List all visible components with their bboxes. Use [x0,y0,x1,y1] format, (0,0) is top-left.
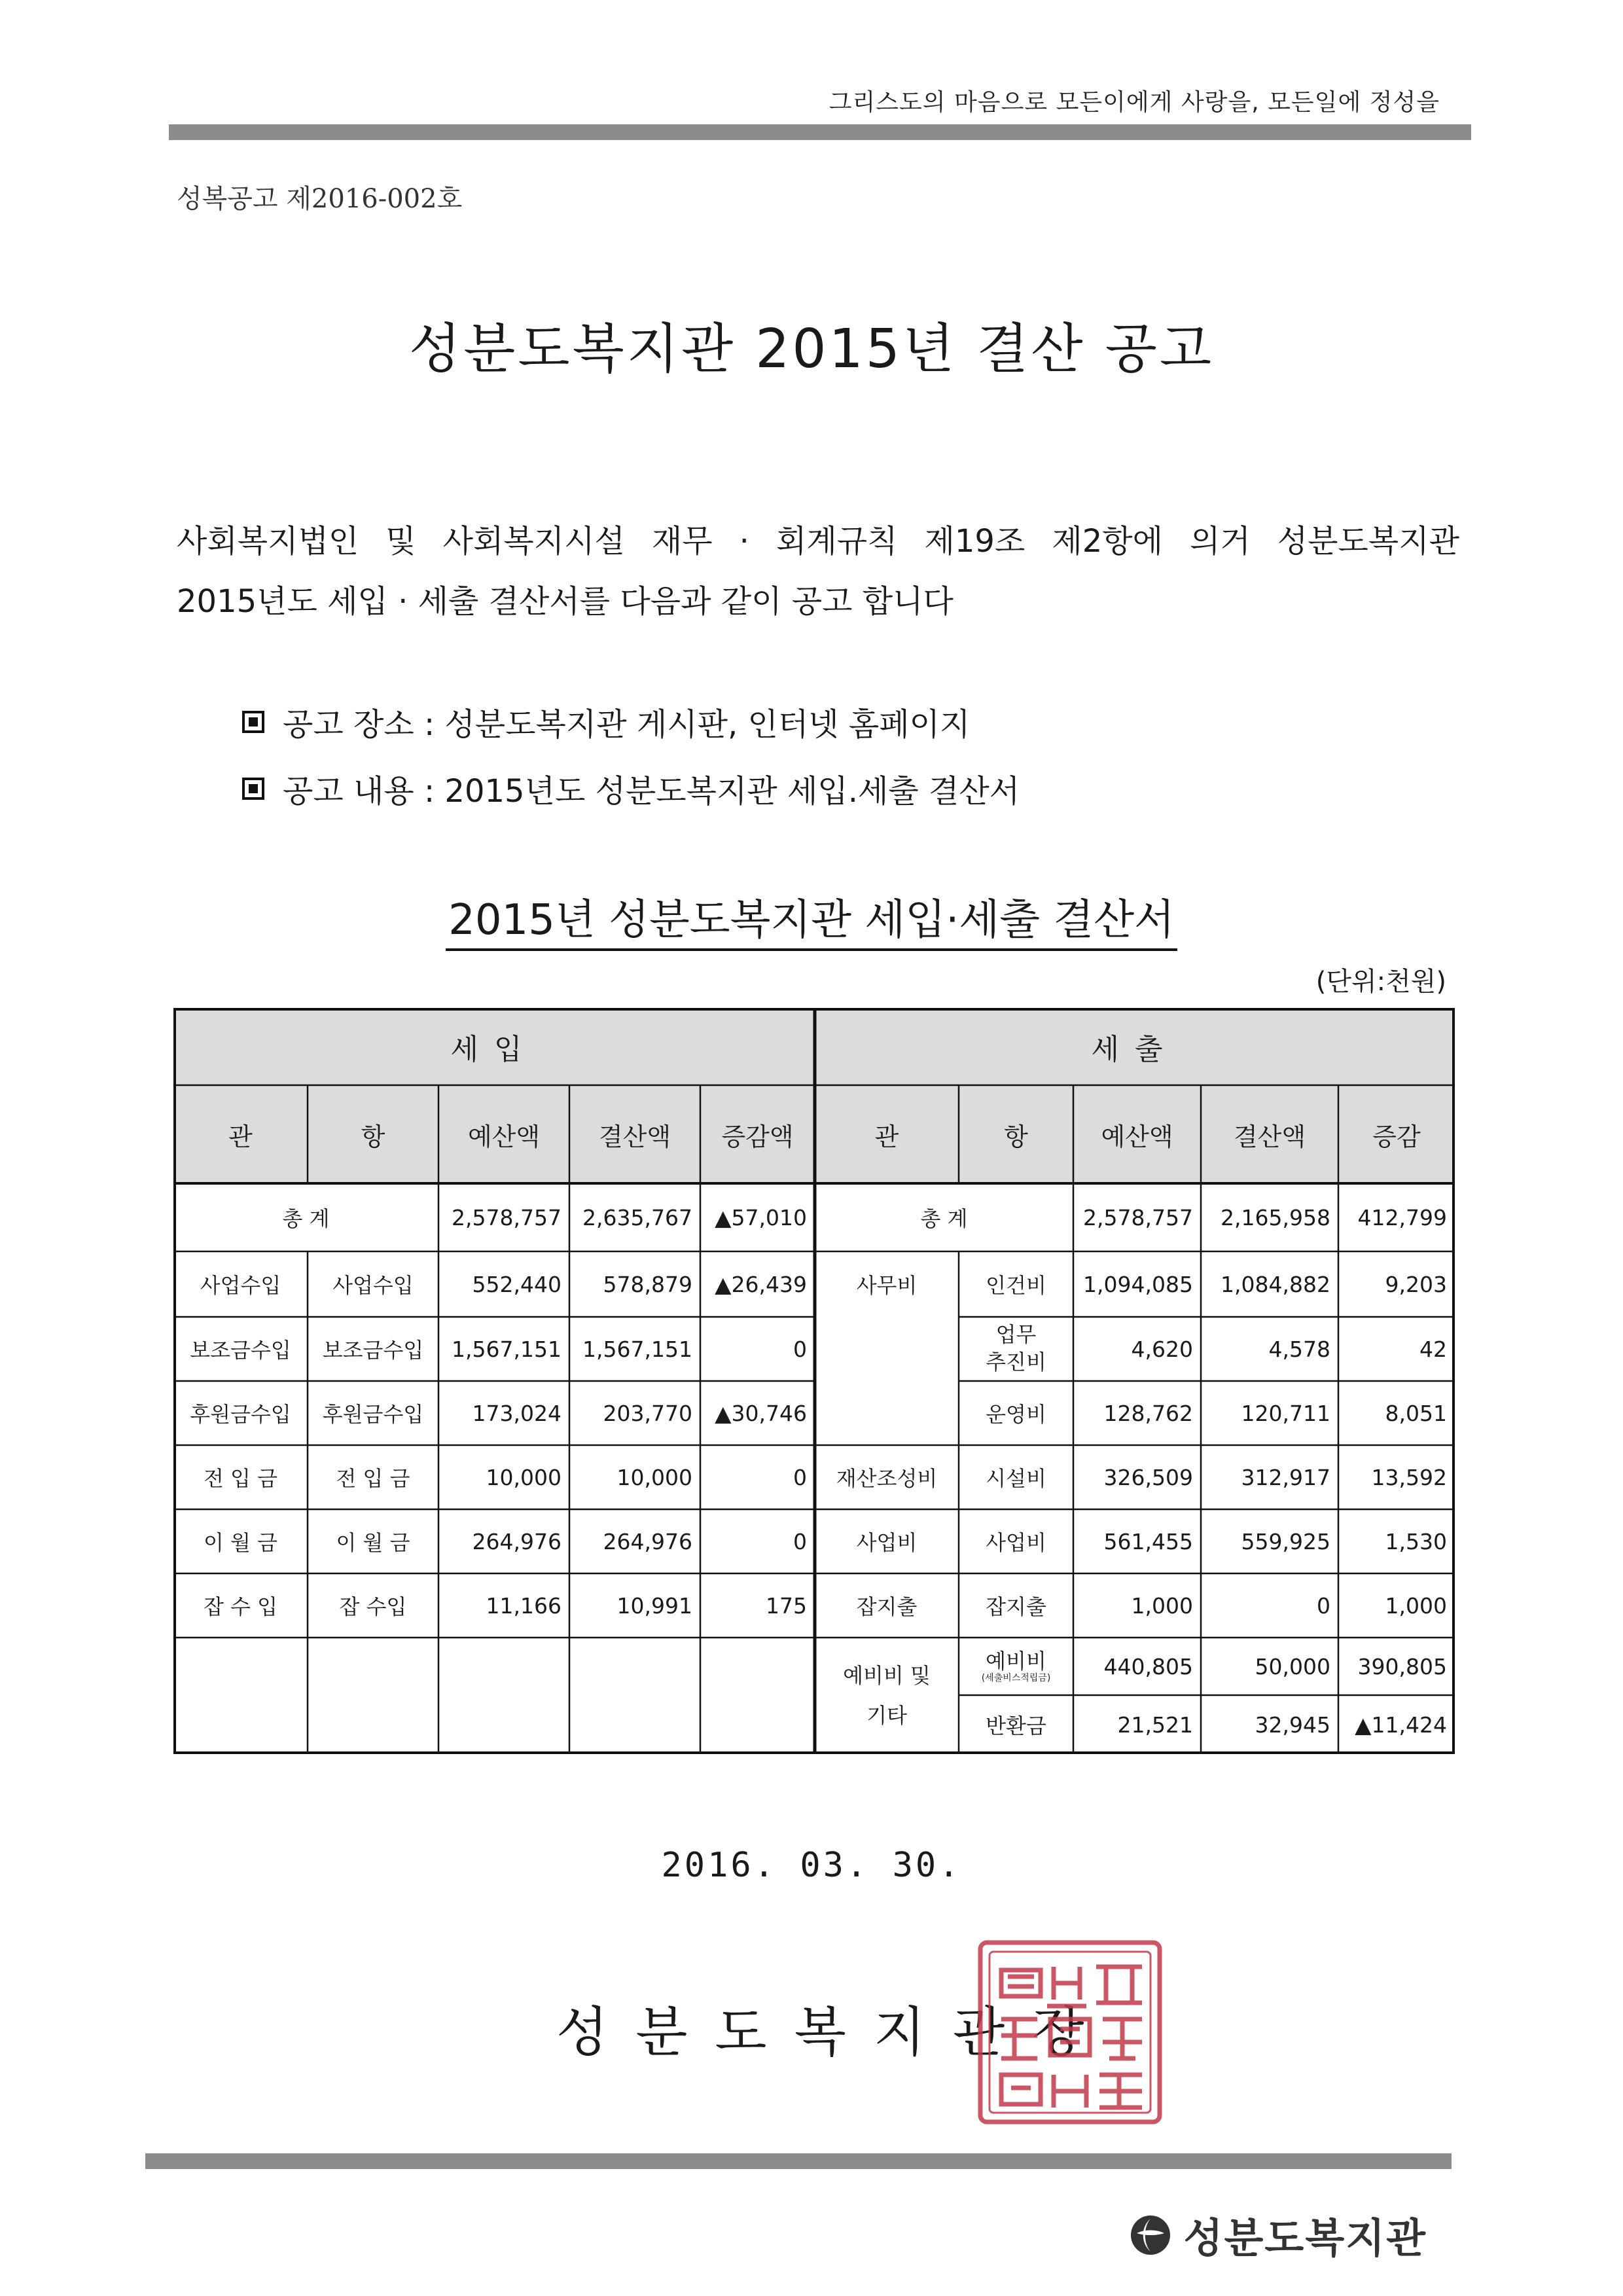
expense-row-settled: 559,925 [1241,1528,1330,1554]
expense-row-settled: 120,711 [1241,1400,1330,1426]
expense-row-diff: 8,051 [1385,1400,1447,1426]
table-title-text: 2015년 성분도복지관 세입·세출 결산서 [446,896,1177,951]
footer-logo [1129,2206,1427,2264]
footer-org-name: 성분도복지관 [1183,2214,1427,2262]
notice-number: 성복공고 제2016-002호 [177,184,463,214]
revenue-row-settled: 203,770 [603,1400,692,1426]
bullet-notice-content [242,766,1020,811]
col-header-settled: 결산액 [598,1122,671,1151]
expense-group-yebi-line1: 예비비 및 [843,1663,931,1689]
expense-group-jaesan: 재산조성비 [836,1466,938,1491]
revenue-row-diff: ▲26,439 [715,1271,807,1297]
expense-row-hang: 시설비 [986,1466,1046,1491]
expense-row-budget: 21,521 [1117,1712,1193,1738]
intro-paragraph-line-1: 사회복지법인 및 사회복지시설 재무 · 회계규칙 제19조 제2항에 의거 성분도복지관 [177,523,1459,560]
expense-row-hang-sub: (세출비스적립금) [981,1673,1051,1684]
revenue-row-hang: 잡 수입 [339,1594,407,1619]
revenue-row-settled: 578,879 [603,1271,692,1297]
expense-row-hang-main: 예비비 [986,1648,1046,1674]
col-header-settled: 결산액 [1233,1122,1306,1151]
revenue-row-gwan: 보조금수입 [190,1338,291,1363]
expense-row-diff: ▲11,424 [1355,1712,1447,1738]
expense-row-budget: 4,620 [1131,1336,1193,1362]
revenue-header: 세입 [450,1033,538,1066]
expense-row-settled: 0 [1317,1592,1330,1619]
square-bullet-icon [242,711,264,733]
expense-group-samubi: 사무비 [856,1273,918,1298]
expense-row-budget: 440,805 [1103,1653,1193,1679]
expense-row-diff: 42 [1419,1336,1447,1362]
table-unit-label: (단위:천원) [1315,967,1446,997]
expense-row-diff: 13,592 [1371,1464,1447,1490]
top-divider-bar [169,124,1471,140]
expense-row-hang [959,1638,1073,1695]
expense-row-budget: 128,762 [1103,1400,1193,1426]
revenue-total-label: 총 계 [282,1206,330,1231]
revenue-row-hang: 후원금수입 [322,1402,424,1427]
col-header-hang: 항 [1004,1122,1028,1151]
official-seal-stamp-icon [975,1937,1165,2127]
expense-row-diff: 1,530 [1385,1528,1447,1554]
table-title [0,886,1623,946]
col-header-budget: 예산액 [467,1122,541,1151]
revenue-row-budget: 173,024 [472,1400,562,1426]
revenue-row-diff: 0 [793,1528,807,1554]
expense-row-hang-line1: 업무 [995,1322,1037,1348]
revenue-row-diff: ▲30,746 [715,1400,807,1426]
bottom-divider-bar [145,2153,1452,2169]
revenue-row-gwan: 전 입 금 [203,1466,278,1491]
revenue-row-hang: 이 월 금 [336,1530,410,1555]
expense-row-hang-line2: 추진비 [986,1350,1046,1374]
expense-row-hang: 인건비 [986,1273,1046,1298]
revenue-row-gwan: 사업수입 [200,1273,281,1298]
revenue-row-settled: 264,976 [603,1528,692,1554]
expense-row-budget: 561,455 [1103,1528,1193,1554]
revenue-row-settled: 10,000 [616,1464,692,1490]
revenue-row-gwan: 이 월 금 [203,1530,278,1555]
bullet-notice-place [242,699,970,744]
col-header-diff: 증감액 [721,1122,794,1151]
revenue-row-hang: 전 입 금 [336,1466,410,1491]
expense-row-settled: 4,578 [1268,1336,1330,1362]
col-header-hang: 항 [361,1122,385,1151]
intro-paragraph-line-2: 2015년도 세입 · 세출 결산서를 다음과 같이 공고 합니다 [177,583,954,620]
revenue-row-settled: 1,567,151 [582,1336,692,1362]
director-signature: 성분도복지관장 [556,2001,1112,2064]
revenue-row-budget: 264,976 [472,1528,562,1554]
col-header-diff: 증감 [1372,1122,1421,1151]
expense-row-diff: 390,805 [1357,1653,1447,1679]
revenue-row-diff: 0 [793,1336,807,1362]
header-motto: 그리스도의 마음으로 모든이에게 사랑을, 모든일에 정성을 [829,89,1440,116]
expense-group-yebi [815,1638,959,1754]
organization-logo-icon [1129,2214,1172,2257]
revenue-row-hang: 사업수입 [332,1273,414,1298]
revenue-total-budget: 2,578,757 [452,1204,562,1230]
page-title: 성분도복지관 2015년 결산 공고 [408,318,1215,380]
expense-row-hang: 반환금 [986,1713,1046,1738]
square-bullet-icon [242,778,264,800]
revenue-row-budget: 11,166 [486,1592,562,1619]
expense-row-hang: 잡지출 [986,1594,1046,1619]
expense-row-hang: 운영비 [986,1402,1046,1427]
expense-group-saeop: 사업비 [856,1530,918,1555]
revenue-row-hang: 보조금수입 [322,1338,424,1363]
expense-row-hang: 사업비 [986,1530,1046,1555]
notice-date: 2016. 03. 30. [661,1846,962,1885]
settlement-table [173,1008,1455,1754]
expense-row-settled: 312,917 [1241,1464,1330,1490]
expense-row-diff: 1,000 [1385,1592,1447,1619]
expense-group-yebi-line2: 기타 [866,1703,907,1728]
revenue-row-gwan: 후원금수입 [190,1402,291,1427]
expense-total-label: 총 계 [920,1206,968,1231]
expense-row-settled: 32,945 [1255,1712,1330,1738]
revenue-row-diff: 175 [766,1592,807,1619]
revenue-row-budget: 1,567,151 [452,1336,562,1362]
bullet-text: 공고 장소 : 성분도복지관 게시판, 인터넷 홈페이지 [283,706,971,743]
bullet-text: 공고 내용 : 2015년도 성분도복지관 세입.세출 결산서 [283,773,1020,810]
revenue-row-diff: 0 [793,1464,807,1490]
col-header-budget: 예산액 [1101,1122,1173,1151]
revenue-total-diff: ▲57,010 [715,1204,807,1230]
expense-total-budget: 2,578,757 [1083,1204,1193,1230]
revenue-row-gwan: 잡 수 입 [203,1594,278,1619]
revenue-total-settled: 2,635,767 [582,1204,692,1230]
col-header-gwan: 관 [874,1122,899,1151]
revenue-row-settled: 10,991 [616,1592,692,1619]
expense-group-japjichul: 잡지출 [856,1594,918,1619]
expense-row-hang [959,1317,1073,1381]
expense-total-diff: 412,799 [1357,1204,1447,1230]
expense-row-settled: 1,084,882 [1221,1271,1330,1297]
expense-header: 세출 [1091,1033,1179,1066]
col-header-gwan: 관 [228,1122,253,1151]
expense-row-settled: 50,000 [1255,1653,1330,1679]
expense-row-budget: 1,094,085 [1083,1271,1193,1297]
revenue-row-budget: 10,000 [486,1464,562,1490]
expense-row-diff: 9,203 [1385,1271,1447,1297]
expense-total-settled: 2,165,958 [1221,1204,1330,1230]
revenue-row-budget: 552,440 [472,1271,562,1297]
expense-row-budget: 326,509 [1103,1464,1193,1490]
expense-row-budget: 1,000 [1131,1592,1193,1619]
